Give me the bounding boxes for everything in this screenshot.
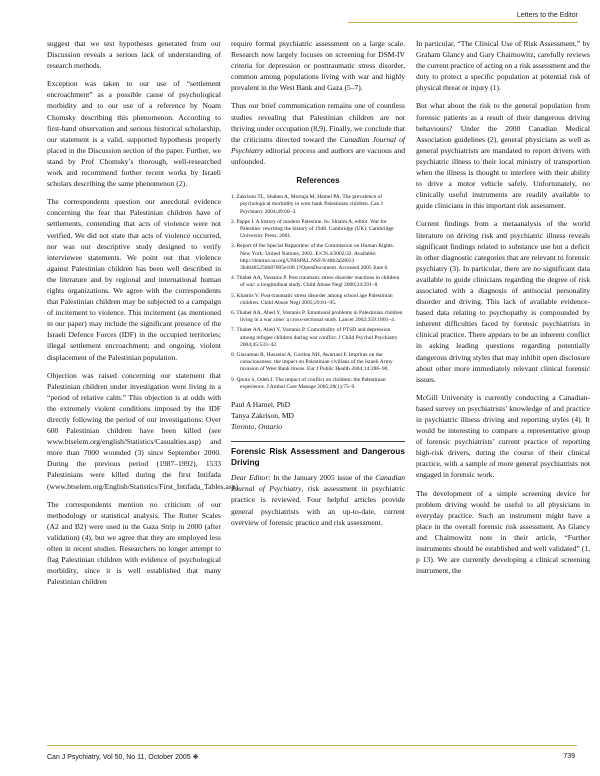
citation-text: Can J Psychiatry, Vol 50, No 11, October 2005 (47, 754, 191, 761)
text: , risk assessment in psychiatric practice is reviewed. Four helpful articles provide general psychiatrists with an up-to-date, current overview of forensic practice and risk assessment. (231, 484, 405, 527)
author-location: Toronto, Ontario (231, 422, 283, 432)
salutation: Dear Editor: (231, 473, 271, 483)
reference-item: 6. Thabet AA, Abed Y, Vostanis P. Emotional problems in Palestinian children living in a war zone: a cross-sectional study. Lancet 2002;359:1801–4. (231, 309, 403, 324)
text: Thus our brief communication remains one of countless studies revealing that Palestinian children are not thriving under occupation (8,9). Finally, we conclude that the criticisms directed toward the (231, 101, 405, 144)
footer-citation (47, 753, 199, 761)
reference-item: 3. Report of the Special Rapporteur of the Commission on Human Rights. New York: United Nations; 2002. E/CN.4/2002/32. Available: http://domino.un.org/UNISPAL.NSF/0/48b2a58013 3b48485256b87005e108 1?OpenDocument. Accessed 2005 June 6. (231, 243, 394, 271)
references-list (231, 194, 405, 391)
reference-item: 8. Giacaman R, Husseini A, Gordon NH, Awartani F. Imprints on the consciousness: the impact on Palestinian civilians of the Israeli Army invasion of West Bank towns. Eur J Public Health 2004;14:286–90. (231, 351, 393, 373)
paragraph: Objection was raised concerning our statement that Palestinian children under investigation were living in a “period of relative calm.” This objection is at odds with the extremely violent conditions imposed by the IDF directly following the period of our investigations: Over 600 Palestinian children have been killed (see www.btselem.org/english/Statistics/Casualties.asp) and more than 7000 wounded (3) since September 2000. During the previous period (1987–1992), 1533 Palestinians were killed during the first Intifada (www.btselem.org/English/Statistics/First_Intifada_Tables.asp). (47, 370, 240, 491)
page-number: 739 (563, 753, 575, 760)
reference-item: 5. Khamis V. Post-traumatic stress disorder among school age Palestinian children. Child Abuse Negl 2005;29:81–95. (231, 292, 393, 306)
running-header: Letters to the Editor (516, 12, 578, 19)
reference-item: 2. Pappe I. A history of modern Palestine. In: Shlaim A, editor. War for Palestine: rewriting the history of 1948. Cambridge (UK): Cambridge University Press; 2001. (231, 218, 394, 240)
reference-item: 4. Thabet AA, Vostanis P. Post traumatic stress disorder reactions in children of war: a longitudinal study. Child Abuse Negl 2000;24:291–8. (231, 275, 400, 289)
column-left (47, 38, 240, 594)
leaf-ornament-icon: ❋ (192, 754, 199, 761)
reference-item: 1. Zakrison TL, Shahen A, Mortaja M, Hamel PA. The prevalence of psychological morbidity in west bank Palestinian children. Can J Psychiatry 2004;49:60–3. (231, 194, 383, 215)
paragraph (231, 100, 405, 167)
paragraph: Current findings from a metaanalysis of the world literature on driving risk and psychiatric illness reveals significant findings related to substance use but a deficit in other diagnostic categories that are relevant to forensic psychiatry (3). In particular, there are no significant data available to guide clinicians regarding the degree of risk associated with a diagnosis of antisocial personality disorder and driving. This lack of available evidence-based data relating to psychopathy is compounded by inherent difficulties faced by forensic psychiatrists in clinical practice. There appears to be an inherent conflict in asking leading questions regarding potentially dangerous driving styles that may inhibit open disclosure about other more immediately relevant clinical forensic issues. (416, 219, 590, 384)
paragraph: But what about the risk to the general population from forensic patients as a result of their dangerous driving behaviours? Under the 2000 Canadian Medical Association guidelines (2), general physicians as well as general psychiatrists are mandated to report drivers with psychiatric illness to their local ministry of transportion when the illness is thought to interfere with their ability to drive a motor vehicle safely. Unfortunately, no clinically useful instruments are readily available to guide clinicians in this important risk assessment. (416, 101, 590, 211)
text: In the January 2005 issue of the (270, 473, 376, 483)
paragraph: The correspondents mention no criticism of our methodology or statistical analysis. The Rutter Scales (A2 and B2) were used in the Gaza Strip in 2000 (after validation) (4), but we agree that they are employed less often in recent studies. Researchers no longer attempt to flag Palestinian children with evidence of psychological morbidity, since it is well established that many Palestinian children (47, 499, 221, 587)
author-name: Tanya Zakrison, MD (231, 411, 294, 421)
text: editorial process and authors are vacuous and unfounded. (231, 145, 405, 166)
header-rule (348, 22, 578, 23)
paragraph: Exception was taken to our use of “settlement encroachment” as a possible cause of psychological morbidity and to our use of a reference by Noam Chomsky describing this phenomenon. According to first-hand observation and serious historical scholarship, our statement is a valid, supported hypothesis properly placed in the Discussion section of the paper. Further, we stand by Prof Chomsky’s thorough, well-researched work and recommend further recent works by Israeli scholars describing the same phenomenon (2). (47, 79, 221, 189)
column-right (416, 38, 590, 583)
column-middle (231, 38, 405, 535)
paragraph: In particular, “The Clinical Use of Risk Assessment,” by Graham Glancy and Gary Chaimowitz, carefully reviews the current practice of acting on a risk assessment and the duty to protect a specific population at potential risk of physical threat or injury (1). (416, 39, 590, 93)
journal-name: Canadian Journal of Psychiatry (231, 473, 405, 494)
paragraph: require formal psychiatric assessment on a large scale. Research now largely focuses on screening for DSM-IV criteria for depression or posttraumatic stress disorder, common among populations living with war and highly prevalent in the West Bank and Gaza (5–7). (231, 39, 405, 93)
author-name: Paul A Hamel, PhD (231, 400, 291, 409)
paragraph: The correspondents question our anecdotal evidence concerning the fear that Palestinian children have of settlements, contending that acts of violence were not verified. We did not state that acts of violence occurred, nor was our descriptive study designed to verify interviewee statements. We point out that violence against Palestinian children has been well described in the literature and by regional and international human rights organizations. We agree with the correspondents that Palestinian children may be subjected to a campaign of incitement to violence. This incitement (as mentioned in our paper) may include the significant presence of the Israeli Defence Forces (IDF) in the occupied territories; illegal settlement encroachment; and ongoing, violent displacement of the Palestinian population. (47, 197, 221, 362)
paragraph: McGill University is currently conducting a Canadian-based survey on psychiatrists’ knowledge of and practice in psychiatric illness driving and reporting styles (4). It would be interesting to compare a representative group of forensic psychiatrists’ current practice of reporting high-risk drivers, during the course of their clinical practice, with a sample of more general psychiatrists not engaged in forensic work. (416, 392, 590, 480)
signature-block (231, 399, 405, 432)
reference-item: 7. Thabet AA, Abed Y, Vostanis P. Comorbidity of PTSD and depression among refugee children during war conflict. J Child Psychol Psychiatry 2004;45:533–42. (231, 327, 398, 348)
footer-rule (47, 745, 577, 746)
paragraph (231, 472, 405, 527)
paragraph: The development of a simple screening device for problem driving would be useful to all physicians in everyday practice. Such an instrument might have a place in the overall forensic risk assessment. As Glancy and Chaimowitz note in their article, “Further instruments should be established and well validated” (1, p 13). We are currently developing a clinical screening instrument, the (416, 488, 590, 576)
letter-title: Forensic Risk Assessment and Dangerous Driving (231, 446, 405, 468)
journal-name: Canadian Journal of Psychiatry (231, 134, 405, 155)
paragraph: suggest that we test hypotheses generated from our Discussion reveals a serious lack of understanding of research methods. (47, 39, 221, 71)
references-heading: References (296, 176, 340, 186)
reference-item: 9. Qouta S, Odeh J. The impact of conflict on children: the Palestinian experience. J Ambul Care Manage 2005;28(1):75–9. (231, 376, 386, 390)
section-divider (231, 441, 405, 442)
